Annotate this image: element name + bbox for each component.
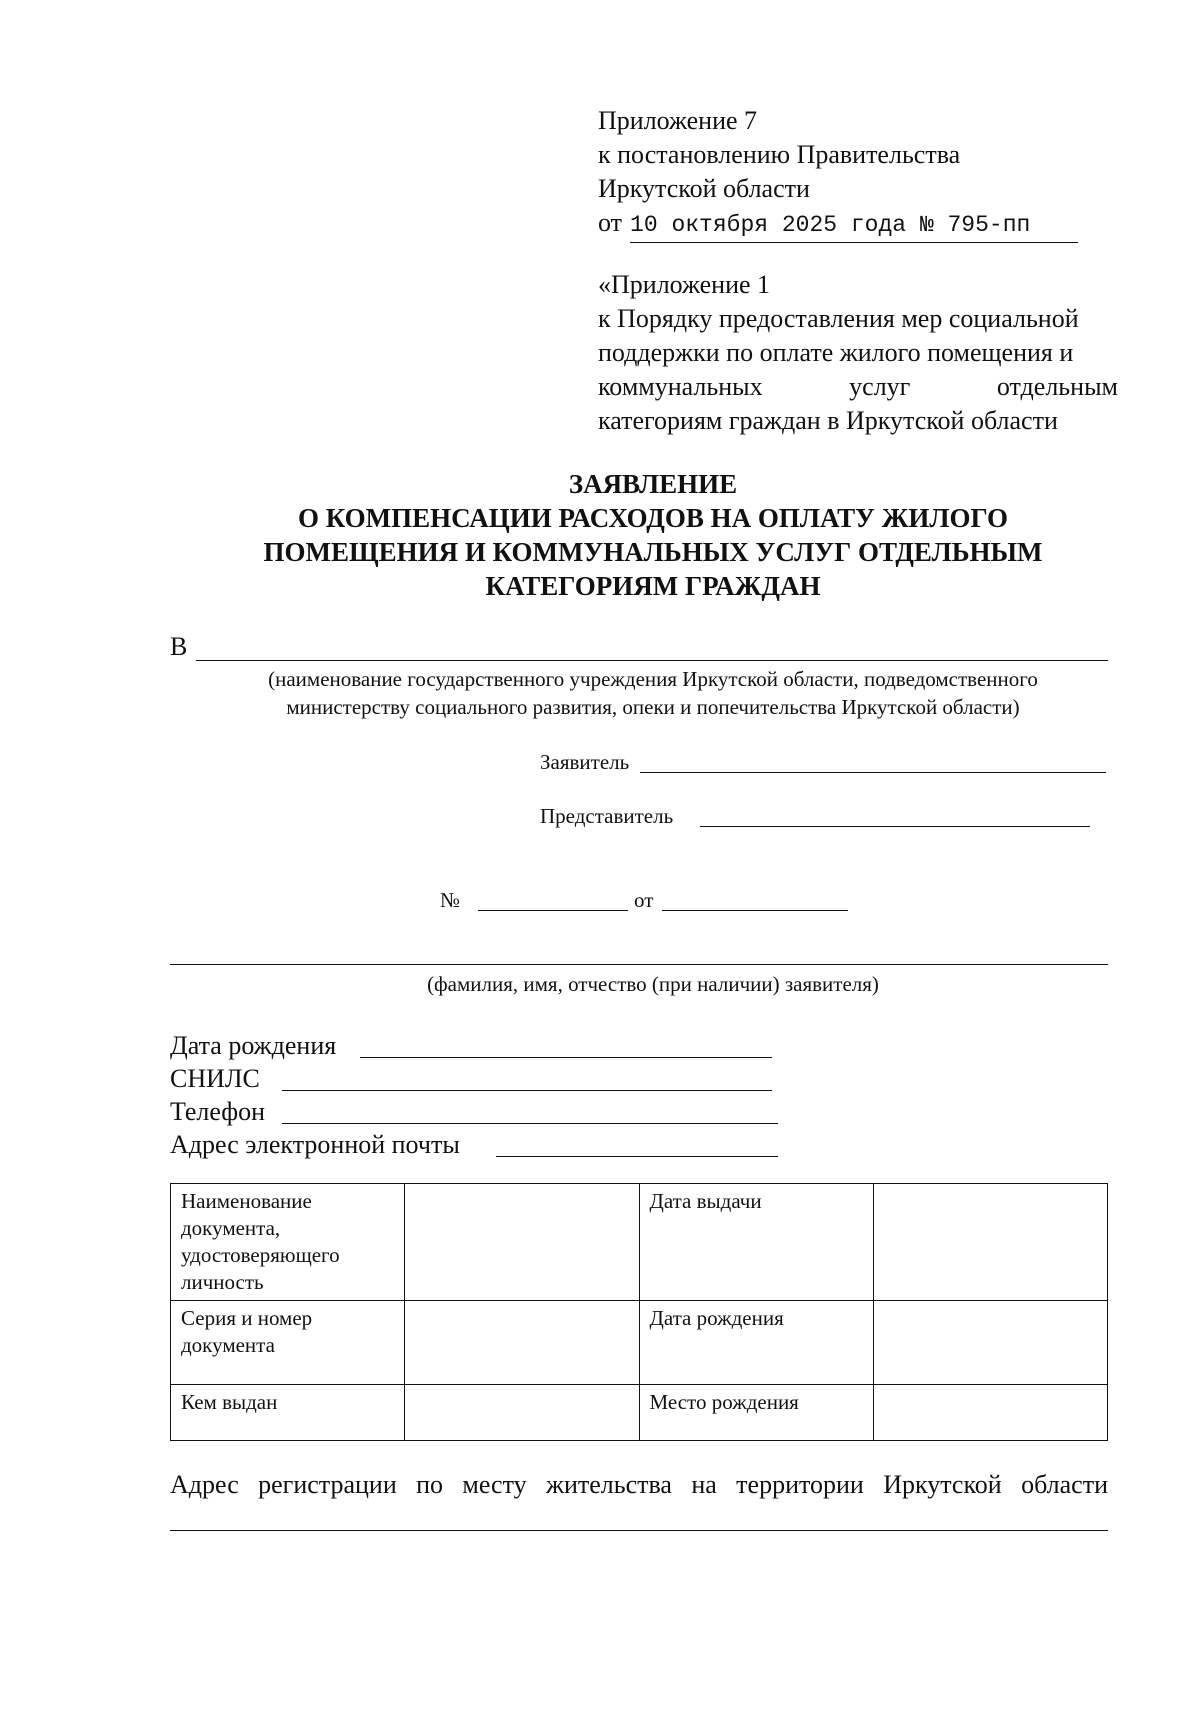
birth-date-cell-label: Дата рождения [639, 1301, 873, 1385]
appendix7-line1: Приложение 7 [598, 106, 758, 135]
table-row [171, 1301, 1108, 1385]
representative-field[interactable] [700, 826, 1090, 827]
title-line4: КАТЕГОРИЯМ ГРАЖДАН [485, 571, 821, 601]
email-label: Адрес электронной почты [170, 1130, 460, 1159]
appendix7-line2: к постановлению Правительства [598, 140, 961, 169]
fio-field[interactable] [170, 964, 1108, 965]
doc-name-value[interactable] [405, 1184, 639, 1301]
birth-date-label: Дата рождения [170, 1031, 337, 1060]
phone-field[interactable] [282, 1123, 778, 1124]
appendix7-block [598, 104, 1118, 243]
birth-date-cell-value[interactable] [873, 1301, 1107, 1385]
series-number-label: Серия и номер документа [171, 1301, 405, 1385]
doc-name-label: Наименование документа, удостоверяющего личность [171, 1184, 405, 1301]
from-label: от [634, 888, 654, 912]
title-line3: ПОМЕЩЕНИЯ И КОММУНАЛЬНЫХ УСЛУГ ОТДЕЛЬНЫМ [263, 537, 1043, 567]
institution-field[interactable] [196, 660, 1108, 661]
birth-place-label: Место рождения [639, 1385, 873, 1441]
address-field[interactable] [170, 1530, 1108, 1531]
resolution-date-number: 10 октября 2025 года № 795-пп [630, 208, 1078, 243]
title-line1: ЗАЯВЛЕНИЕ [568, 469, 738, 499]
series-number-value[interactable] [405, 1301, 639, 1385]
fio-hint: (фамилия, имя, отчество (при наличии) заявителя) [427, 972, 879, 996]
appendix1-line1: «Приложение 1 [598, 270, 771, 299]
to-prefix: В [170, 632, 188, 661]
snils-label: СНИЛС [170, 1064, 260, 1093]
title-line2: О КОМПЕНСАЦИИ РАСХОДОВ НА ОПЛАТУ ЖИЛОГО [297, 503, 1009, 533]
document-title [160, 467, 1146, 603]
table-row [171, 1385, 1108, 1441]
appendix7-date-row [598, 206, 1118, 243]
representative-label: Представитель [540, 804, 674, 828]
applicant-field[interactable] [640, 772, 1106, 773]
email-field[interactable] [496, 1156, 778, 1157]
appendix1-line4: коммунальных услуг отдельным [598, 372, 1118, 401]
institution-hint-line2: министерству социального развития, опеки и попечительства Иркутской области) [286, 695, 1020, 719]
issue-date-value[interactable] [873, 1184, 1107, 1301]
phone-label: Телефон [170, 1097, 266, 1126]
issued-by-label: Кем выдан [171, 1385, 405, 1441]
address-label: Адрес регистрации по месту жительства на территории Иркутской области [170, 1470, 1108, 1499]
from-date-field[interactable] [662, 910, 848, 911]
appendix1-line5: категориям граждан в Иркутской области [598, 406, 1058, 435]
number-field[interactable] [478, 910, 628, 911]
identity-document-table [170, 1183, 1108, 1441]
institution-hint-line1: (наименование государственного учреждения Иркутской области, подведомственного [268, 667, 1038, 691]
appendix1-line2: к Порядку предоставления мер социальной [598, 304, 1079, 333]
snils-field[interactable] [282, 1090, 772, 1091]
applicant-label: Заявитель [540, 750, 630, 774]
birth-date-field[interactable] [360, 1057, 772, 1058]
institution-hint [160, 665, 1146, 721]
birth-place-value[interactable] [873, 1385, 1107, 1441]
appendix7-date-prefix: от [598, 208, 623, 237]
appendix1-line3: поддержки по оплате жилого помещения и [598, 338, 1074, 367]
appendix1-block [598, 268, 1118, 438]
appendix7-line3: Иркутской области [598, 174, 810, 203]
issued-by-value[interactable] [405, 1385, 639, 1441]
issue-date-label: Дата выдачи [639, 1184, 873, 1301]
table-row [171, 1184, 1108, 1301]
number-label: № [440, 888, 461, 912]
